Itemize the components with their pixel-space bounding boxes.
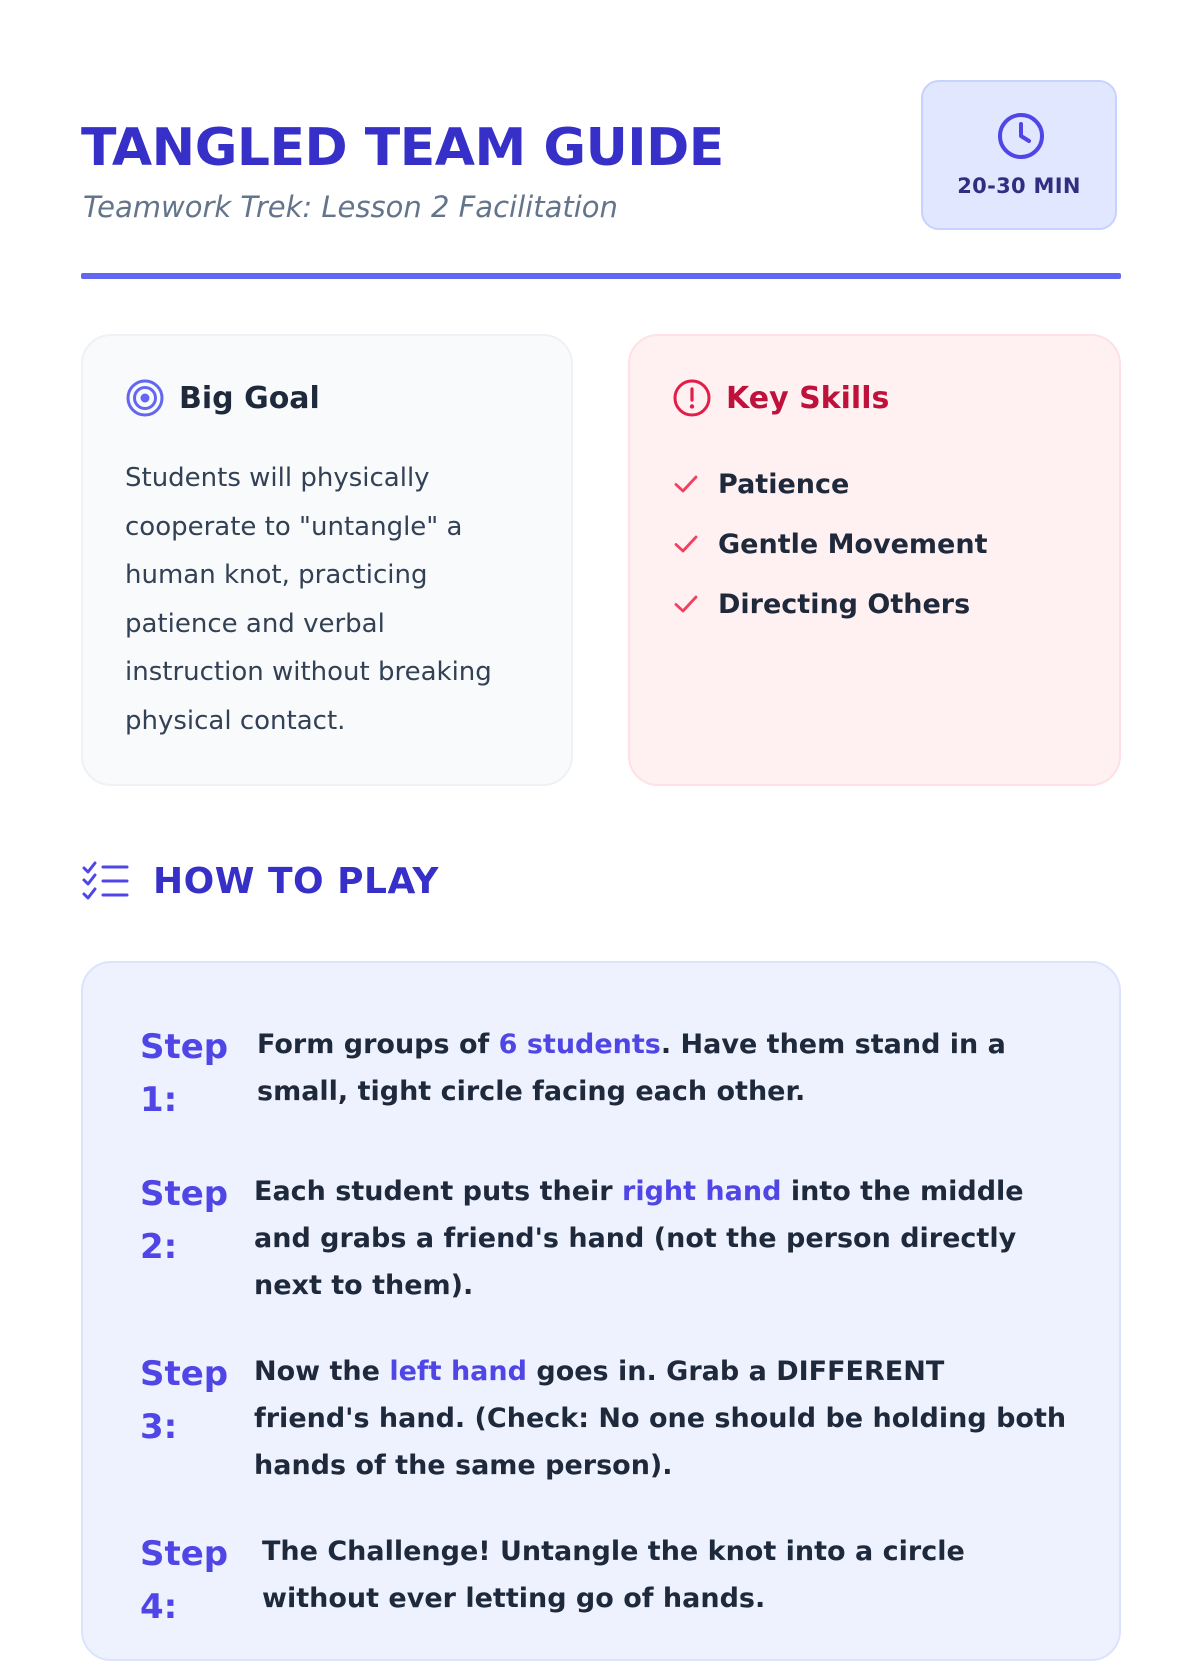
skill-label: Directing Others [718, 588, 971, 620]
step-number: Step 3: [140, 1354, 229, 1447]
step-highlight: left hand [389, 1356, 527, 1387]
step-text [257, 1021, 1057, 1115]
key-skills-heading [672, 378, 889, 418]
key-skills-list [672, 454, 987, 634]
step-number: Step 4: [140, 1534, 229, 1627]
big-goal-heading [125, 378, 320, 418]
step-highlight: right hand [622, 1176, 782, 1207]
page-title: TANGLED TEAM GUIDE [81, 118, 724, 178]
step-text-part: into the middle and grabs a friend's hand (not the person directly next to them). [254, 1176, 1024, 1301]
step-text [254, 1348, 1069, 1489]
page-header [81, 80, 1121, 280]
step-text [254, 1168, 1044, 1309]
step-text-part: Each student puts their [254, 1176, 622, 1207]
step-number: Step 2: [140, 1174, 229, 1267]
step-highlight: 6 students [498, 1029, 661, 1060]
header-divider [81, 273, 1121, 279]
alert-circle-icon [672, 378, 712, 418]
checklist-icon [81, 859, 129, 903]
step-text [262, 1528, 1042, 1622]
how-to-play-heading [81, 858, 439, 904]
step-text-part: Now the [254, 1356, 390, 1387]
target-icon [125, 378, 165, 418]
step-text-part: Form groups of [257, 1029, 499, 1060]
skill-label: Patience [718, 468, 850, 500]
big-goal-card [81, 334, 573, 786]
check-icon [672, 530, 700, 558]
steps-panel [81, 961, 1121, 1661]
clock-icon [995, 110, 1047, 162]
page-subtitle: Teamwork Trek: Lesson 2 Facilitation [83, 190, 618, 224]
skill-label: Gentle Movement [718, 528, 988, 560]
list-item [672, 454, 987, 514]
big-goal-title: Big Goal [179, 380, 320, 416]
step-text-part: The Challenge! Untangle the knot into a circle without ever letting go of hands. [262, 1536, 965, 1614]
key-skills-card [628, 334, 1121, 786]
step-text-part: . Have them stand in a small, tight circle facing each other. [257, 1029, 1006, 1107]
list-item [672, 514, 987, 574]
step-text-part: goes in. Grab a DIFFERENT friend's hand. (Check: No one should be holding both hands of the same person). [254, 1356, 1067, 1481]
big-goal-text: Students will physically cooperate to "untangle" a human knot, practicing patience and verbal instruction without breaking physical contact. [125, 463, 492, 736]
step-number: Step 1: [140, 1027, 229, 1120]
duration-badge [921, 80, 1117, 230]
key-skills-title: Key Skills [726, 380, 890, 416]
check-icon [672, 590, 700, 618]
duration-label: 20-30 MIN [957, 174, 1081, 198]
list-item [672, 574, 987, 634]
how-to-play-title: HOW TO PLAY [153, 860, 439, 902]
check-icon [672, 470, 700, 498]
